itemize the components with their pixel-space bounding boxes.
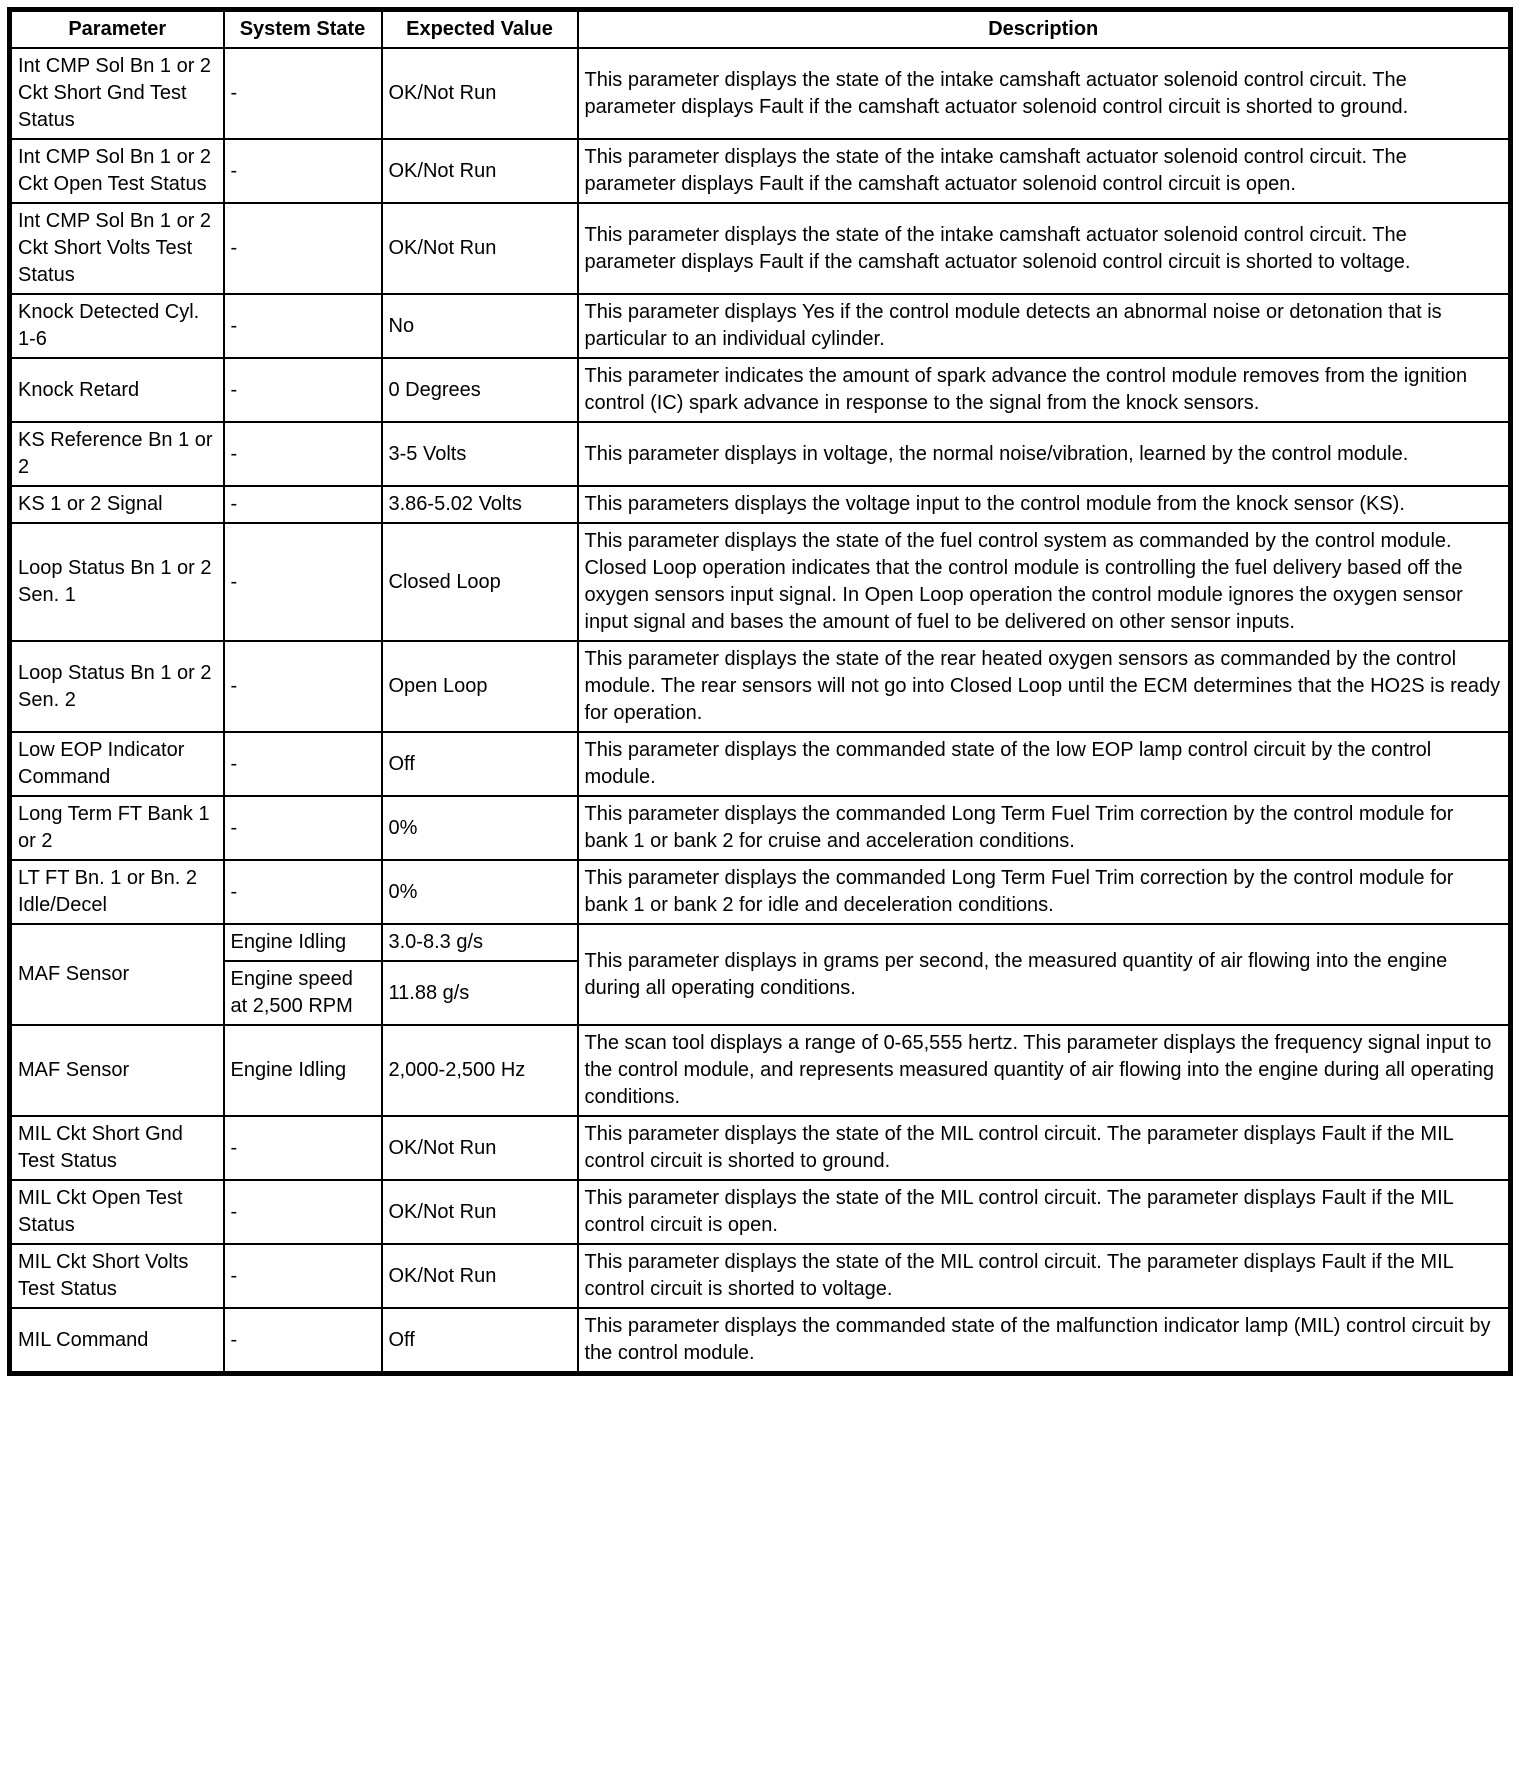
system-state-cell: - [224,641,382,732]
system-state-cell: Engine Idling [224,924,382,961]
system-state-cell: Engine Idling [224,1025,382,1116]
parameter-cell: KS 1 or 2 Signal [10,486,224,523]
description-cell: This parameter displays in grams per second, the measured quantity of air flowing into the engine during all operating conditions. [578,924,1511,1025]
parameter-cell: MAF Sensor [10,924,224,1025]
expected-value-cell: Closed Loop [382,523,578,641]
expected-value-cell: OK/Not Run [382,139,578,203]
system-state-cell: - [224,139,382,203]
table-row [10,486,1511,523]
parameter-cell: Int CMP Sol Bn 1 or 2 Ckt Short Gnd Test Status [10,48,224,139]
parameter-cell: MAF Sensor [10,1025,224,1116]
parameter-cell: Loop Status Bn 1 or 2 Sen. 2 [10,641,224,732]
parameter-cell: Int CMP Sol Bn 1 or 2 Ckt Short Volts Test Status [10,203,224,294]
table-row [10,641,1511,732]
parameters-table [7,7,1513,1376]
table-row [10,48,1511,139]
expected-value-cell: 0 Degrees [382,358,578,422]
system-state-cell: - [224,523,382,641]
system-state-cell: - [224,860,382,924]
parameter-cell: Low EOP Indicator Command [10,732,224,796]
description-cell: This parameter displays the commanded Long Term Fuel Trim correction by the control module for bank 1 or bank 2 for cruise and acceleration conditions. [578,796,1511,860]
column-header-system-state: System State [224,10,382,49]
system-state-cell: - [224,732,382,796]
table-row [10,860,1511,924]
expected-value-cell: Off [382,732,578,796]
expected-value-cell: OK/Not Run [382,48,578,139]
description-cell: This parameter displays the commanded Long Term Fuel Trim correction by the control module for bank 1 or bank 2 for idle and deceleration conditions. [578,860,1511,924]
expected-value-cell: 11.88 g/s [382,961,578,1025]
expected-value-cell: OK/Not Run [382,1116,578,1180]
parameter-cell: LT FT Bn. 1 or Bn. 2 Idle/Decel [10,860,224,924]
expected-value-cell: 2,000-2,500 Hz [382,1025,578,1116]
expected-value-cell: Off [382,1308,578,1374]
table-row [10,422,1511,486]
system-state-cell: - [224,294,382,358]
expected-value-cell: 0% [382,860,578,924]
description-cell: This parameter displays the state of the intake camshaft actuator solenoid control circuit. The parameter displays Fault if the camshaft actuator solenoid control circuit is open. [578,139,1511,203]
description-cell: This parameter displays the state of the intake camshaft actuator solenoid control circuit. The parameter displays Fault if the camshaft actuator solenoid control circuit is shorted to ground. [578,48,1511,139]
parameter-cell: MIL Command [10,1308,224,1374]
table-row [10,732,1511,796]
description-cell: This parameter displays in voltage, the normal noise/vibration, learned by the control module. [578,422,1511,486]
system-state-cell: - [224,203,382,294]
table-row [10,139,1511,203]
parameter-cell: Knock Detected Cyl. 1-6 [10,294,224,358]
parameter-cell: Int CMP Sol Bn 1 or 2 Ckt Open Test Status [10,139,224,203]
description-cell: The scan tool displays a range of 0-65,555 hertz. This parameter displays the frequency signal input to the control module, and represents measured quantity of air flowing into the engine during all operating conditions. [578,1025,1511,1116]
parameter-cell: KS Reference Bn 1 or 2 [10,422,224,486]
description-cell: This parameter displays Yes if the control module detects an abnormal noise or detonation that is particular to an individual cylinder. [578,294,1511,358]
parameter-cell: Long Term FT Bank 1 or 2 [10,796,224,860]
system-state-cell: Engine speed at 2,500 RPM [224,961,382,1025]
parameter-cell: Knock Retard [10,358,224,422]
table-row [10,1025,1511,1116]
table-header-row [10,10,1511,49]
description-cell: This parameter displays the commanded state of the low EOP lamp control circuit by the control module. [578,732,1511,796]
table-row [10,523,1511,641]
system-state-cell: - [224,1244,382,1308]
description-cell: This parameter displays the state of the MIL control circuit. The parameter displays Fault if the MIL control circuit is open. [578,1180,1511,1244]
description-cell: This parameters displays the voltage input to the control module from the knock sensor (KS). [578,486,1511,523]
table-row [10,1116,1511,1180]
description-cell: This parameter displays the state of the intake camshaft actuator solenoid control circuit. The parameter displays Fault if the camshaft actuator solenoid control circuit is shorted to voltage. [578,203,1511,294]
expected-value-cell: OK/Not Run [382,1180,578,1244]
parameter-cell: MIL Ckt Short Volts Test Status [10,1244,224,1308]
system-state-cell: - [224,1116,382,1180]
expected-value-cell: Open Loop [382,641,578,732]
column-header-expected-value: Expected Value [382,10,578,49]
description-cell: This parameter displays the commanded state of the malfunction indicator lamp (MIL) control circuit by the control module. [578,1308,1511,1374]
table-row [10,1244,1511,1308]
description-cell: This parameter displays the state of the MIL control circuit. The parameter displays Fault if the MIL control circuit is shorted to voltage. [578,1244,1511,1308]
table-row [10,294,1511,358]
expected-value-cell: OK/Not Run [382,1244,578,1308]
table-body [10,48,1511,1374]
expected-value-cell: 3.0-8.3 g/s [382,924,578,961]
description-cell: This parameter displays the state of the MIL control circuit. The parameter displays Fault if the MIL control circuit is shorted to ground. [578,1116,1511,1180]
parameter-cell: Loop Status Bn 1 or 2 Sen. 1 [10,523,224,641]
table-row [10,1308,1511,1374]
parameter-cell: MIL Ckt Short Gnd Test Status [10,1116,224,1180]
table-row [10,1180,1511,1244]
system-state-cell: - [224,48,382,139]
table-row [10,203,1511,294]
system-state-cell: - [224,796,382,860]
expected-value-cell: OK/Not Run [382,203,578,294]
expected-value-cell: 0% [382,796,578,860]
description-cell: This parameter displays the state of the rear heated oxygen sensors as commanded by the control module. The rear sensors will not go into Closed Loop until the ECM determines that the HO2S is ready for operation. [578,641,1511,732]
table-row [10,358,1511,422]
system-state-cell: - [224,1308,382,1374]
system-state-cell: - [224,422,382,486]
expected-value-cell: 3.86-5.02 Volts [382,486,578,523]
expected-value-cell: 3-5 Volts [382,422,578,486]
column-header-parameter: Parameter [10,10,224,49]
system-state-cell: - [224,486,382,523]
column-header-description: Description [578,10,1511,49]
description-cell: This parameter displays the state of the fuel control system as commanded by the control module. Closed Loop operation indicates that the control module is controlling the fuel delivery based off the oxygen sensors input signal. In Open Loop operation the control module ignores the oxygen sensor input signal and bases the amount of fuel to be delivered on other sensor inputs. [578,523,1511,641]
system-state-cell: - [224,358,382,422]
table-row [10,924,1511,961]
system-state-cell: - [224,1180,382,1244]
expected-value-cell: No [382,294,578,358]
parameter-cell: MIL Ckt Open Test Status [10,1180,224,1244]
table-row [10,796,1511,860]
description-cell: This parameter indicates the amount of spark advance the control module removes from the ignition control (IC) spark advance in response to the signal from the knock sensors. [578,358,1511,422]
